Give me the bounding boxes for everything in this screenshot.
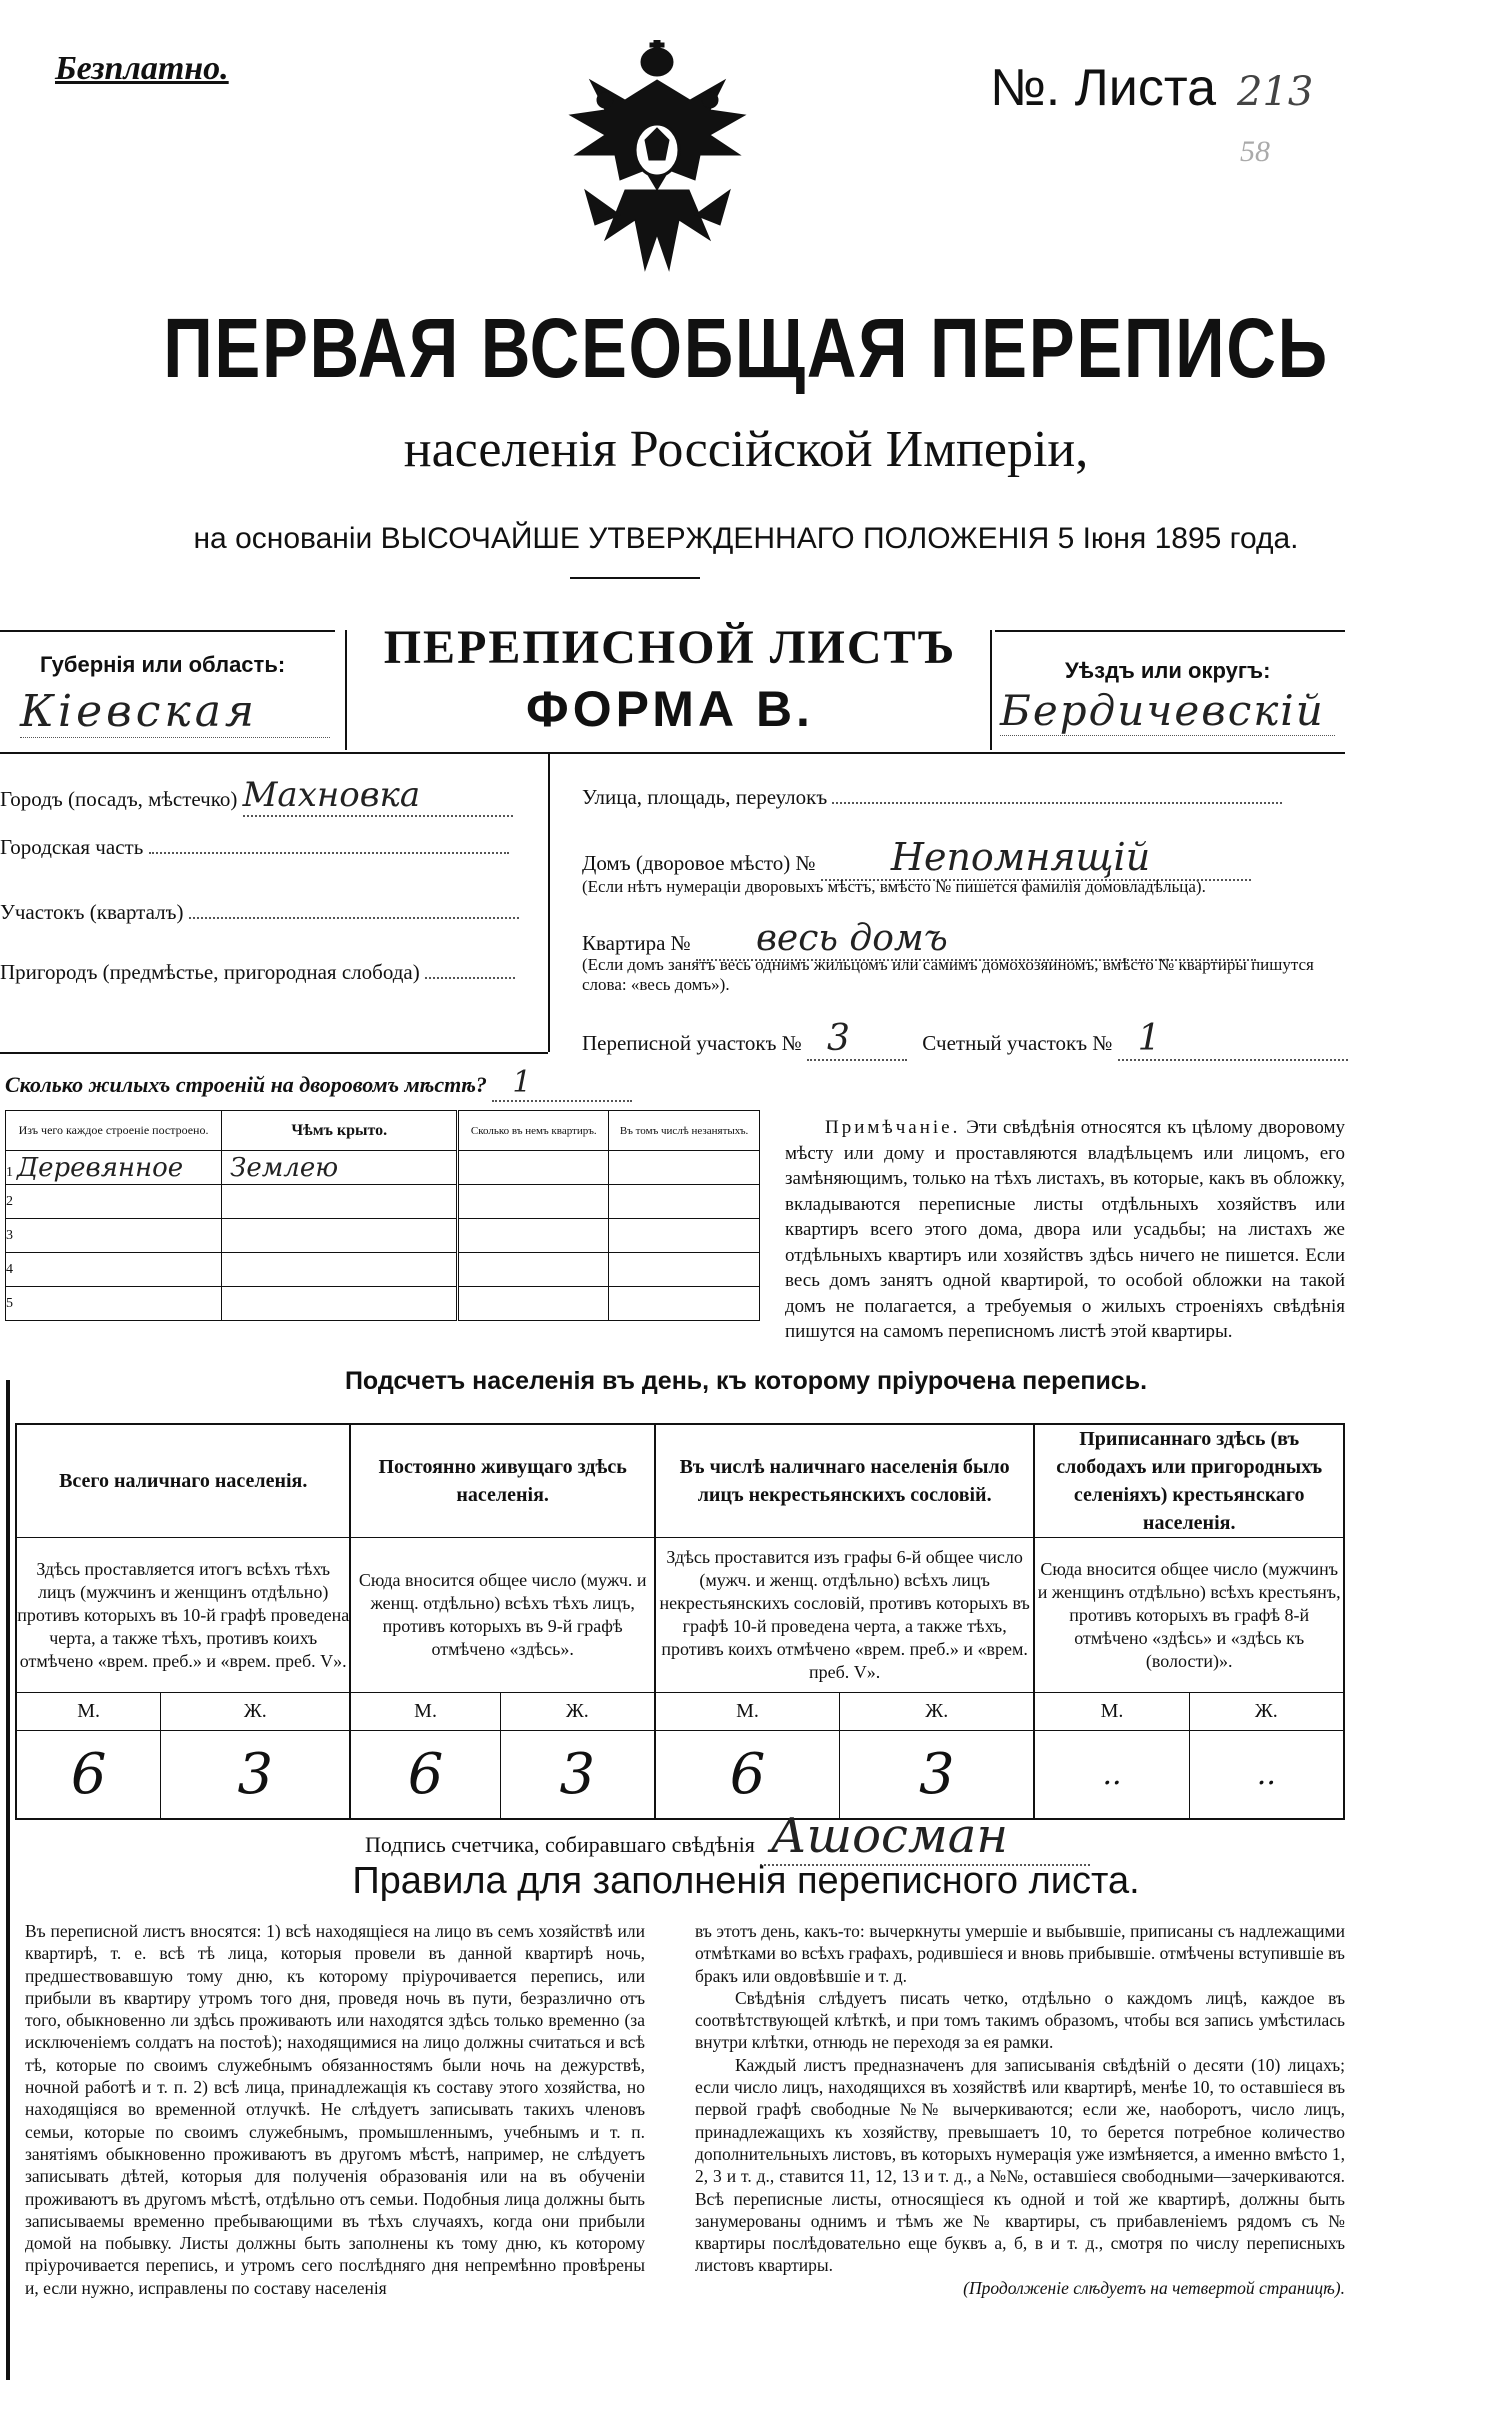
row-vacant [609, 1185, 760, 1219]
female-label: Ж. [500, 1693, 655, 1731]
buildings-value: 1 [492, 1065, 632, 1102]
city-value: Махновка [243, 775, 513, 817]
count-section-value: 1 [1118, 1018, 1348, 1061]
population-col-nonpeasant-text: Здѣсь проставится изъ графы 6-й общее число (мужч. и женщ. отдѣльно) всѣхъ лицъ некрестьянскихъ сословій, противъ которыхъ въ графѣ 10-й проведена черта, а также тѣхъ, противъ коихъ отмѣчено «врем. преб.» и «врем. преб. V». [655, 1538, 1034, 1693]
city-label: Городъ (посадъ, мѣстечко) [0, 787, 238, 811]
city-part-label: Городская часть [0, 835, 144, 859]
count-section-label: Счетный участокъ № [922, 1031, 1113, 1055]
form-subtitle: ФОРМА В. [526, 681, 814, 737]
row-number: 4 [6, 1253, 222, 1287]
female-label: Ж. [161, 1693, 351, 1731]
province-value: Кіевская [20, 686, 330, 738]
census-section-value: 3 [807, 1018, 907, 1061]
peasant-male-value: .. [1034, 1731, 1189, 1819]
divider [0, 630, 335, 632]
divider [0, 1052, 548, 1054]
signature-field [365, 1808, 1090, 1866]
legal-basis: на основаніи ВЫСОЧАЙШЕ УТВЕРЖДЕННАГО ПОЛОЖЕНІЯ 5 Іюня 1895 года. [193, 522, 1299, 555]
divider [345, 630, 347, 750]
street-field [582, 785, 1282, 810]
population-col-total-head: Всего наличнаго населенія. [16, 1424, 350, 1538]
row-number: 5 [6, 1287, 222, 1321]
row-apartments [458, 1185, 609, 1219]
table-row [6, 1151, 760, 1185]
divider [990, 630, 992, 750]
table-row [6, 1253, 760, 1287]
rules-left-column: Въ переписной листъ вносятся: 1) всѣ находящіеся на лицо въ семъ хозяйствѣ или квартирѣ, т. е. всѣ тѣ лица, которыя провели въ данной квартирѣ ночь, предшествовавшую тому дню, къ которому пріурочивается перепись, или прибыли въ квартиру утромъ того дня, проведя ночь въ пути, безразлично отъ того, обыкновенно ли здѣсь проживають или находятся здѣсь только временно (за исключеніемъ солдатъ на постоѣ); находящимися на лицо должны считаться и всѣ тѣ, которые по своимъ служебнымъ обязанностямъ были ночь на дежурствѣ, ночной работѣ и т. п. 2) всѣ лица, принадлежащія къ составу этого хозяйства, но находящіяся во временной отлучкѣ. Не слѣдуетъ записывать такихъ членовъ семьи, которые по своимъ служебнымъ, промышленнымъ, учебнымъ и т. п. занятіямъ обыкновенно проживаютъ въ другомъ мѣстѣ, например, не слѣдуетъ записывать дѣтей, которыя для полученія образованія или на въ обученіи проживаютъ въ другомъ мѣстѣ, отдѣльно отъ семьи. Подобныя лица должны быть записываемы временно пребывающими въ тѣхъ случаяхъ, когда они прибыли домой на побывку. Листы должны быть заполнены къ тому дню, къ которому пріурочивается перепись, и утромъ сего послѣдняго дня непремѣнно провѣрены и, если нужно, исправлены по составу населенія [25, 1921, 645, 2298]
table-row [6, 1185, 760, 1219]
rules-right-column [695, 1920, 1345, 2299]
census-section-label: Переписной участокъ № [582, 1031, 802, 1055]
male-label: М. [1034, 1693, 1189, 1731]
population-col-total-text: Здѣсь проставляется итогъ всѣхъ тѣхъ лицъ (мужчинъ и женщинъ отдѣльно) противъ которыхъ въ 10-й графѣ проведена черта, а также тѣхъ, противъ коихъ отмѣчено «врем. преб.» и «врем. преб. V». [16, 1538, 350, 1693]
apartment-note: (Если домъ занятъ весь однимъ жильцомъ или самимъ домохозяиномъ, вмѣсто № квартиры пишутся слова: «весь домъ»). [582, 955, 1314, 994]
rules-paragraph: Каждый листъ предназначенъ для записыванія свѣдѣній о десяти (10) лицахъ; если число лицъ, находящихся въ хозяйствѣ или квартирѣ, менѣе 10, то оставшіеся въ первой графѣ свободные №№ вычеркиваются; если же, наоборотъ, число лицъ, принадлежащихъ къ хозяйству, превышаетъ 10, то берется потребное количество дополнительныхъ листовъ, въ которыхъ нумерація уже измѣняется, а именно вмѣсто 1, 2, 3 и т. д., ставится 11, 12, 13 и т. д., а №№, оставшіеся свободными—зачеркиваются. Всѣ переписные листы, относящіеся къ одной и той же квартирѣ, должны быть занумерованы однимъ и тѣмъ же № квартиры, съ прибавленіемъ рядомъ съ № квартиры послѣдовательно еще буквъ а, б, в и т. д., смотря по числу переписныхъ листовъ квартиры. [695, 2054, 1345, 2276]
signature-label: Подпись счетчика, собиравшаго свѣдѣнія [365, 1832, 755, 1857]
row-apartments [458, 1219, 609, 1253]
table-row [6, 1219, 760, 1253]
note-heading: Примѣчаніе. [825, 1117, 961, 1138]
city-part-value [149, 852, 509, 854]
city-part-field [0, 835, 509, 860]
form-title: ПЕРЕПИСНОЙ ЛИСТЪ [383, 621, 957, 674]
buildings-header-vacant: Въ томъ числѣ незанятыхъ. [609, 1111, 760, 1151]
male-label: М. [655, 1693, 840, 1731]
sheet-number-value: 213 [1237, 69, 1314, 115]
row-vacant [609, 1151, 760, 1185]
sheet-number [990, 58, 1313, 118]
population-col-permanent-text: Сюда вносится общее число (мужч. и женщ. отдѣльно) всѣхъ тѣхъ лицъ, противъ которыхъ въ 9-й графѣ отмѣчено «здѣсь». [350, 1538, 654, 1693]
row-apartments [458, 1253, 609, 1287]
house-field [582, 835, 1251, 881]
scan-edge [6, 1380, 10, 2380]
population-col-nonpeasant-head: Въ числѣ наличнаго населенія было лицъ некрестьянскихъ сословій. [655, 1424, 1034, 1538]
peasant-female-value: .. [1189, 1731, 1344, 1819]
divider [995, 630, 1345, 632]
row-vacant [609, 1253, 760, 1287]
rules-paragraph: въ этотъ день, какъ-то: вычеркнуты умершіе и выбывшіе, приписаны съ надлежащими отмѣтками во всѣхъ графахъ, родившіеся и вновь прибывшіе. отмѣчены вступившіе въ бракъ или овдовѣвшіе и т. д. [695, 1921, 1345, 1986]
precinct-value [189, 917, 519, 919]
total-female-value: 3 [161, 1731, 351, 1819]
divider [0, 752, 1345, 754]
margin-mark: 58 [1240, 135, 1270, 168]
page-subtitle: населенія Россійской Имперіи, [403, 421, 1089, 478]
free-of-charge-label: Безплатно. [55, 50, 229, 87]
divider [548, 752, 550, 1052]
buildings-cell-material [6, 1151, 222, 1185]
apartment-label: Квартира № [582, 931, 691, 955]
suburb-label: Пригородъ (предмѣстье, пригородная слобода) [0, 960, 420, 984]
buildings-header-roof: Чѣмъ крыто. [222, 1111, 458, 1151]
rules-continued: (Продолженіе слѣдуетъ на четвертой страницѣ). [963, 2277, 1345, 2298]
male-label: М. [16, 1693, 161, 1731]
row-vacant [609, 1219, 760, 1253]
row-roof [222, 1253, 458, 1287]
suburb-field [0, 960, 515, 985]
buildings-field [5, 1065, 632, 1102]
house-note: (Если нѣтъ нумераціи дворовыхъ мѣстъ, вмѣсто № пишется фамилія домовладѣльца). [582, 877, 1206, 896]
permanent-male-value: 6 [350, 1731, 500, 1819]
population-title: Подсчетъ населенія въ день, къ которому пріурочена перепись. [344, 1367, 1148, 1395]
row-number: 1 [6, 1164, 13, 1180]
female-label: Ж. [840, 1693, 1035, 1731]
street-value [832, 802, 1282, 804]
sheet-number-label: №. Листа [990, 59, 1217, 117]
permanent-female-value: 3 [500, 1731, 655, 1819]
divider [570, 577, 700, 579]
buildings-label: Сколько жилыхъ строеній на дворовомъ мѣстѣ? [5, 1072, 487, 1097]
district-value: Бердичевскій [1000, 686, 1335, 736]
buildings-note [785, 1115, 1345, 1345]
total-male-value: 6 [16, 1731, 161, 1819]
rules-title: Правила для заполненія переписного листа. [352, 1860, 1140, 1902]
house-label: Домъ (дворовое мѣсто) № [582, 851, 816, 875]
nonpeasant-male-value: 6 [655, 1731, 840, 1819]
district-label: Уѣздъ или округъ: [1065, 658, 1271, 683]
page-title: ПЕРВАЯ ВСЕОБЩАЯ ПЕРЕПИСЬ [163, 301, 1329, 395]
row-material: Деревянное [17, 1152, 184, 1183]
buildings-header-apartments: Сколько въ немъ квартиръ. [458, 1111, 609, 1151]
buildings-header-material: Изъ чего каждое строеніе построено. [6, 1111, 222, 1151]
row-roof [222, 1287, 458, 1321]
apartment-value: весь домъ [696, 918, 1256, 961]
buildings-table [5, 1110, 760, 1321]
row-roof [222, 1219, 458, 1253]
row-roof [222, 1185, 458, 1219]
row-apartments [458, 1151, 609, 1185]
population-table [15, 1423, 1345, 1820]
table-row [6, 1287, 760, 1321]
signature-value: Ашосман [760, 1808, 1090, 1866]
house-value: Непомнящій [821, 835, 1251, 881]
street-label: Улица, площадь, переулокъ [582, 785, 828, 809]
row-apartments [458, 1287, 609, 1321]
province-label: Губернія или область: [40, 652, 286, 677]
suburb-value [425, 977, 515, 979]
imperial-eagle-emblem-icon [565, 40, 750, 290]
row-number: 2 [6, 1185, 222, 1219]
census-section-field [582, 1018, 1348, 1061]
population-col-permanent-head: Постоянно живущаго здѣсь населенія. [350, 1424, 654, 1538]
nonpeasant-female-value: 3 [840, 1731, 1035, 1819]
row-roof: Землею [222, 1151, 458, 1185]
population-col-peasant-head: Приписаннаго здѣсь (въ слободахъ или пригородныхъ селеніяхъ) крестьянскаго населенія. [1034, 1424, 1344, 1538]
city-field [0, 775, 513, 817]
precinct-label: Участокъ (кварталъ) [0, 900, 184, 924]
female-label: Ж. [1189, 1693, 1344, 1731]
male-label: М. [350, 1693, 500, 1731]
population-col-peasant-text: Сюда вносится общее число (мужчинъ и женщинъ отдѣльно) всѣхъ крестьянъ, противъ которыхъ въ графѣ 8-й отмѣчено «здѣсь» и «здѣсь къ (волости)». [1034, 1538, 1344, 1693]
rules-paragraph: Свѣдѣнія слѣдуетъ писать четко, отдѣльно о каждомъ лицѣ, каждое въ соотвѣтствующей клѣткѣ, и при томъ такимъ образомъ, чтобы вся запись умѣстилась внутри клѣтки, отнюдь не переходя за ея рамки. [695, 1987, 1345, 2053]
row-vacant [609, 1287, 760, 1321]
note-text: Эти свѣдѣнія относятся къ цѣлому дворовому мѣсту или дому и проставляются владѣльцемъ или лицомъ, его замѣняющимъ, только на тѣхъ листахъ, въ которые, какъ въ обложку, вкладываются переписные листы отдѣльныхъ хозяйствъ или квартиръ всего этого дома, двора или усадьбы; на листахъ же отдѣльныхъ квартиръ или хозяйствъ здѣсь ничего не пишется. Если весь домъ занятъ одной квартирой, то особой обложки на такой домъ не полагается, а требуемыя о жилыхъ строеніяхъ свѣдѣнія пишутся на самомъ переписномъ листѣ этой квартиры. [785, 1117, 1345, 1342]
row-number: 3 [6, 1219, 222, 1253]
precinct-field [0, 900, 519, 925]
